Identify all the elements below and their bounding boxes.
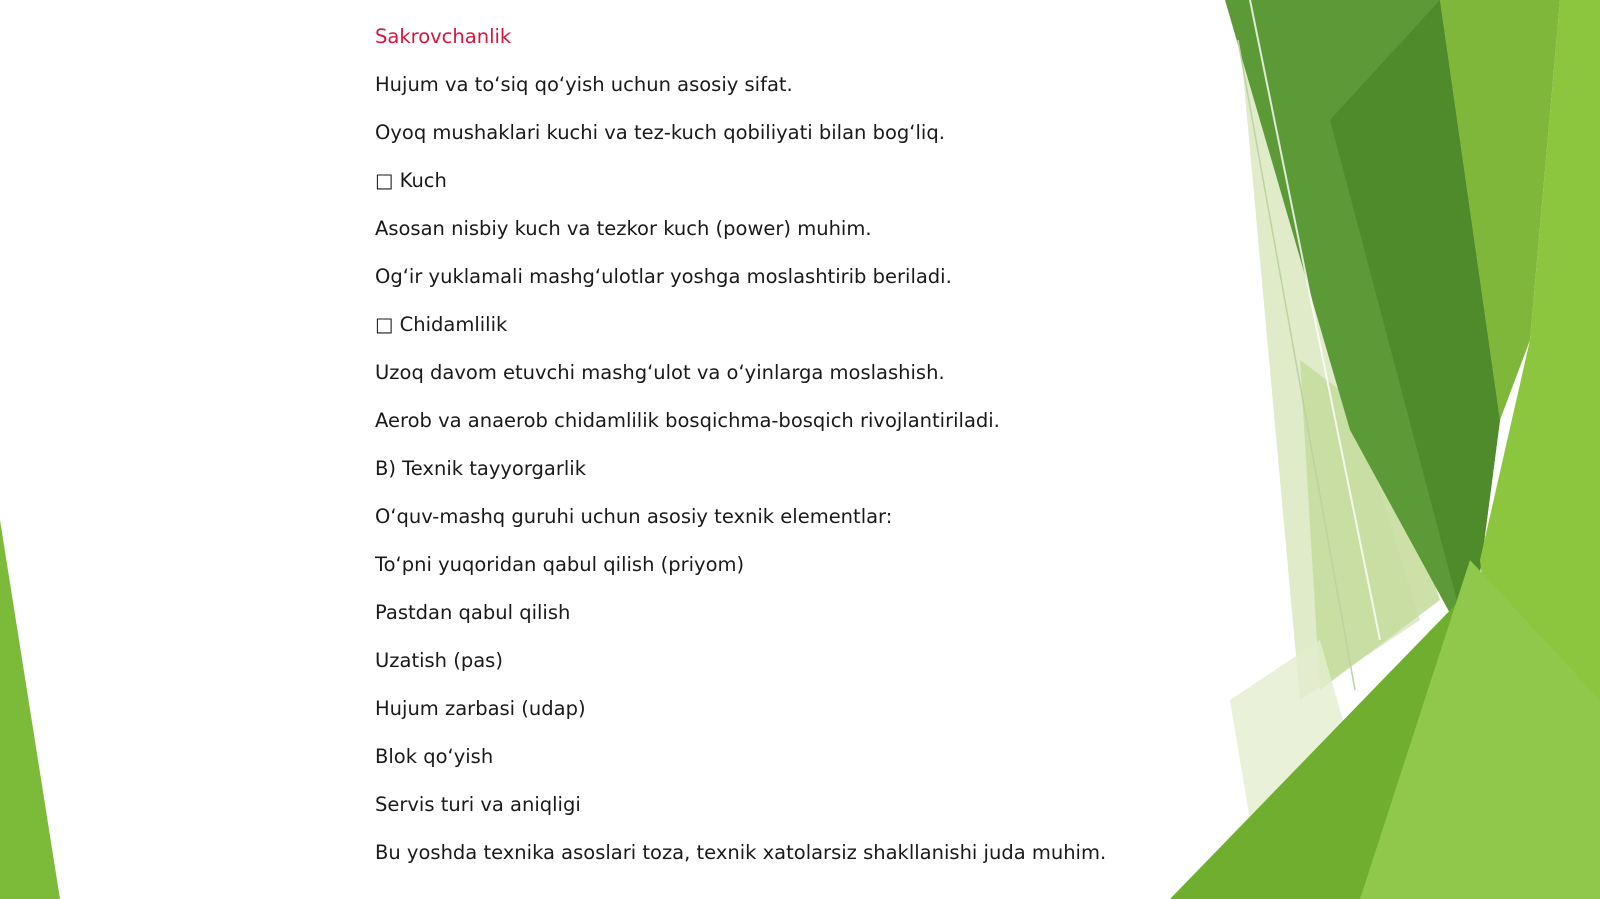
- left-green-wedge: [0, 520, 60, 899]
- text-line: Servis turi va aniqligi: [375, 793, 581, 816]
- text-line: Aerob va anaerob chidamlilik bosqichma-bosqich rivojlantiriladi.: [375, 409, 1000, 432]
- text-line: Hujum va to‘siq qo‘yish uchun asosiy sifat.: [375, 73, 793, 96]
- text-line: Pastdan qabul qilish: [375, 601, 571, 624]
- text-line: □ Kuch: [375, 169, 447, 192]
- text-line: Og‘ir yuklamali mashg‘ulotlar yoshga moslashtirib beriladi.: [375, 265, 952, 288]
- text-line: O‘quv-mashq guruhi uchun asosiy texnik elementlar:: [375, 505, 893, 528]
- text-line: B) Texnik tayyorgarlik: [375, 457, 586, 480]
- text-line: □ Chidamlilik: [375, 313, 508, 336]
- text-line: Blok qo‘yish: [375, 745, 494, 768]
- text-line: Oyoq mushaklari kuchi va tez-kuch qobiliyati bilan bog‘liq.: [375, 121, 945, 144]
- slide-text-body: [375, 22, 1235, 886]
- text-line: Asosan nisbiy kuch va tezkor kuch (power) muhim.: [375, 217, 872, 240]
- text-line: Uzatish (pas): [375, 649, 503, 672]
- slide-heading: Sakrovchanlik: [375, 25, 512, 48]
- text-line: To‘pni yuqoridan qabul qilish (priyom): [375, 553, 745, 576]
- text-line: Bu yoshda texnika asoslari toza, texnik xatolarsiz shakllanishi juda muhim.: [375, 841, 1107, 864]
- text-line: Hujum zarbasi (udap): [375, 697, 586, 720]
- text-line: Uzoq davom etuvchi mashg‘ulot va o‘yinlarga moslashish.: [375, 361, 945, 384]
